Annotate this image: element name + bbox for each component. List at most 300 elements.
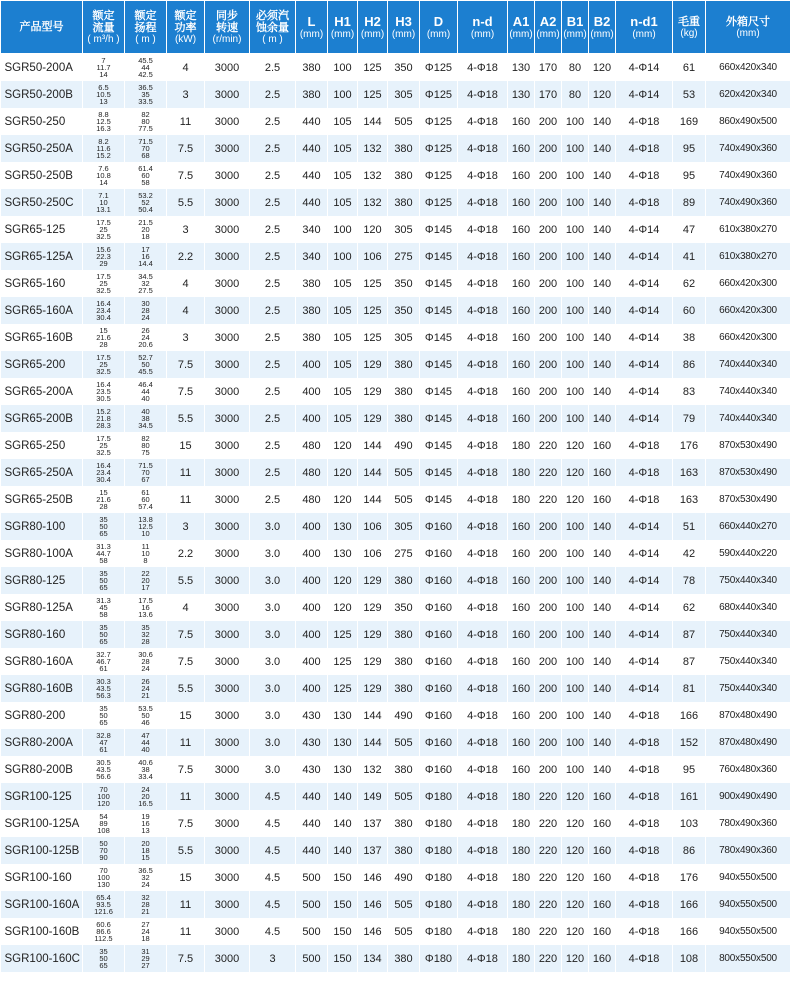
- table-cell: Φ160: [420, 621, 458, 648]
- table-cell: 3000: [205, 243, 250, 270]
- head-values: [125, 729, 167, 756]
- table-cell: 380: [296, 297, 328, 324]
- table-cell: 4-Φ18: [616, 891, 673, 918]
- stacked-value: 14: [99, 70, 108, 80]
- table-cell: 7.5: [167, 135, 205, 162]
- stacked-value: 65: [99, 637, 108, 647]
- stacked-value: 50: [99, 710, 108, 720]
- table-cell: 3000: [205, 837, 250, 864]
- table-cell: 160: [508, 243, 535, 270]
- table-cell: 62: [673, 594, 706, 621]
- stacked-value: 56.6: [96, 772, 111, 782]
- head-values: [125, 270, 167, 297]
- stacked-value: 25: [99, 278, 108, 288]
- table-cell: 4-Φ18: [616, 108, 673, 135]
- box-size-cell: 680x440x340: [706, 594, 790, 621]
- table-cell: 380: [388, 648, 420, 675]
- column-header-label: 必须汽 蚀余量: [256, 9, 289, 34]
- table-cell: 4-Φ18: [616, 702, 673, 729]
- stacked-value: 80: [141, 116, 150, 126]
- table-cell: 100: [562, 351, 589, 378]
- table-cell: 4-Φ18: [458, 108, 508, 135]
- table-cell: 430: [296, 729, 328, 756]
- stacked-value: 23.5: [96, 386, 111, 396]
- table-cell: 4-Φ18: [616, 459, 673, 486]
- table-cell: 220: [535, 486, 562, 513]
- table-cell: 62: [673, 270, 706, 297]
- table-cell: 125: [358, 324, 388, 351]
- box-size-cell: 900x490x490: [706, 783, 790, 810]
- table-cell: 105: [328, 324, 358, 351]
- table-cell: 4-Φ14: [616, 648, 673, 675]
- stacked-value: 18: [141, 934, 150, 944]
- table-cell: 2.5: [250, 162, 296, 189]
- table-row: [1, 108, 790, 135]
- table-row: [1, 486, 790, 513]
- table-cell: 2.5: [250, 378, 296, 405]
- stacked-value: 50.4: [138, 205, 153, 215]
- table-cell: 176: [673, 864, 706, 891]
- table-cell: 4-Φ18: [458, 378, 508, 405]
- table-cell: 200: [535, 189, 562, 216]
- head-values: [125, 756, 167, 783]
- table-cell: 80: [562, 81, 589, 108]
- stacked-value: 29: [141, 953, 150, 963]
- table-cell: Φ145: [420, 351, 458, 378]
- head-values: [125, 54, 167, 82]
- model-cell: SGR65-250: [1, 432, 83, 459]
- stacked-value: 43.5: [96, 683, 111, 693]
- stacked-value: 36.5: [138, 82, 153, 92]
- stacked-value: 18: [141, 845, 150, 855]
- table-cell: 100: [562, 135, 589, 162]
- table-cell: 170: [535, 81, 562, 108]
- stacked-value: 17.5: [138, 595, 153, 605]
- table-cell: 140: [589, 135, 616, 162]
- table-cell: 130: [328, 702, 358, 729]
- table-cell: 380: [296, 324, 328, 351]
- box-size-cell: 660x420x300: [706, 297, 790, 324]
- table-cell: 4-Φ14: [616, 405, 673, 432]
- stacked-value: 24: [141, 664, 150, 674]
- table-cell: 120: [328, 486, 358, 513]
- model-cell: SGR50-200B: [1, 81, 83, 108]
- table-cell: 7.5: [167, 810, 205, 837]
- table-cell: Φ160: [420, 729, 458, 756]
- stacked-value: 31: [141, 946, 150, 956]
- table-cell: 103: [673, 810, 706, 837]
- stacked-value: 28: [141, 656, 150, 666]
- table-cell: 4-Φ18: [458, 594, 508, 621]
- table-cell: 83: [673, 378, 706, 405]
- column-header-unit: (kg): [680, 27, 698, 39]
- flow-values: [83, 783, 125, 810]
- flow-values: [83, 54, 125, 82]
- table-cell: 11: [167, 459, 205, 486]
- table-cell: 180: [508, 459, 535, 486]
- table-cell: 4-Φ18: [458, 648, 508, 675]
- table-cell: 3000: [205, 540, 250, 567]
- table-cell: 150: [328, 891, 358, 918]
- table-cell: 180: [508, 486, 535, 513]
- flow-values: [83, 567, 125, 594]
- stacked-value: 16: [141, 818, 150, 828]
- table-cell: 15: [167, 702, 205, 729]
- flow-values: [83, 837, 125, 864]
- table-cell: 105: [328, 378, 358, 405]
- table-cell: Φ145: [420, 216, 458, 243]
- table-cell: 95: [673, 756, 706, 783]
- table-row: [1, 567, 790, 594]
- table-cell: 100: [562, 108, 589, 135]
- table-cell: 2.5: [250, 216, 296, 243]
- stacked-value: 57.4: [138, 502, 153, 512]
- table-cell: 144: [358, 729, 388, 756]
- table-cell: 3000: [205, 162, 250, 189]
- stacked-value: 50: [99, 629, 108, 639]
- box-size-cell: 760x480x360: [706, 756, 790, 783]
- table-cell: 78: [673, 567, 706, 594]
- table-cell: 4.5: [250, 837, 296, 864]
- table-cell: 220: [535, 864, 562, 891]
- stacked-value: 16.5: [138, 799, 153, 809]
- table-cell: 220: [535, 459, 562, 486]
- stacked-value: 10: [141, 548, 150, 558]
- column-header-unit: ( m ): [262, 33, 283, 45]
- stacked-value: 15.6: [96, 244, 111, 254]
- table-cell: 7.5: [167, 945, 205, 972]
- stacked-value: 21: [141, 907, 150, 917]
- table-cell: 400: [296, 567, 328, 594]
- table-cell: 100: [562, 567, 589, 594]
- table-cell: 480: [296, 432, 328, 459]
- table-cell: 440: [296, 810, 328, 837]
- column-header: [205, 1, 250, 54]
- table-cell: 176: [673, 432, 706, 459]
- stacked-value: 58: [99, 556, 108, 566]
- table-cell: 500: [296, 891, 328, 918]
- model-cell: SGR80-125: [1, 567, 83, 594]
- stacked-value: 32.5: [96, 286, 111, 296]
- stacked-value: 89: [99, 818, 108, 828]
- table-cell: 200: [535, 621, 562, 648]
- stacked-value: 100: [97, 791, 110, 801]
- table-cell: 146: [358, 891, 388, 918]
- table-cell: 15: [167, 864, 205, 891]
- table-cell: 3000: [205, 675, 250, 702]
- stacked-value: 25: [99, 224, 108, 234]
- table-cell: 51: [673, 513, 706, 540]
- table-cell: 160: [508, 378, 535, 405]
- stacked-value: 90: [99, 853, 108, 863]
- table-cell: 100: [562, 594, 589, 621]
- flow-values: [83, 594, 125, 621]
- column-header: [358, 1, 388, 54]
- table-cell: 4: [167, 54, 205, 82]
- model-cell: SGR80-160A: [1, 648, 83, 675]
- model-cell: SGR65-125: [1, 216, 83, 243]
- table-cell: 3.0: [250, 513, 296, 540]
- table-cell: 140: [328, 810, 358, 837]
- table-cell: 3000: [205, 405, 250, 432]
- table-cell: 380: [388, 378, 420, 405]
- table-cell: 505: [388, 108, 420, 135]
- table-cell: 380: [388, 405, 420, 432]
- table-cell: 4-Φ18: [458, 405, 508, 432]
- model-cell: SGR65-200B: [1, 405, 83, 432]
- table-cell: 100: [562, 621, 589, 648]
- table-cell: 3.0: [250, 621, 296, 648]
- table-cell: Φ160: [420, 567, 458, 594]
- column-header-label: D: [433, 13, 444, 29]
- stacked-value: 36.5: [138, 865, 153, 875]
- stacked-value: 60.6: [96, 919, 111, 929]
- table-cell: 106: [358, 243, 388, 270]
- table-cell: 4-Φ18: [458, 702, 508, 729]
- table-cell: 120: [328, 459, 358, 486]
- table-cell: 160: [508, 648, 535, 675]
- table-cell: 220: [535, 918, 562, 945]
- table-cell: 4-Φ18: [616, 810, 673, 837]
- table-cell: 340: [296, 216, 328, 243]
- table-cell: 160: [508, 270, 535, 297]
- table-cell: 4.5: [250, 810, 296, 837]
- table-cell: 100: [562, 297, 589, 324]
- table-cell: 400: [296, 513, 328, 540]
- table-cell: Φ180: [420, 864, 458, 891]
- column-header-unit: (mm): [470, 28, 495, 40]
- table-cell: 4-Φ18: [458, 297, 508, 324]
- table-cell: 87: [673, 648, 706, 675]
- flow-values: [83, 621, 125, 648]
- box-size-cell: 660x420x340: [706, 54, 790, 82]
- table-cell: 137: [358, 810, 388, 837]
- table-cell: 4-Φ18: [458, 756, 508, 783]
- stacked-value: 35: [99, 703, 108, 713]
- stacked-value: 30.6: [138, 649, 153, 659]
- stacked-value: 25: [99, 440, 108, 450]
- stacked-value: 30.5: [96, 757, 111, 767]
- table-cell: 2.5: [250, 486, 296, 513]
- stacked-value: 130: [97, 880, 110, 890]
- table-cell: 2.2: [167, 243, 205, 270]
- stacked-value: 42.5: [138, 70, 153, 80]
- table-cell: 380: [388, 162, 420, 189]
- table-cell: 4: [167, 270, 205, 297]
- box-size-cell: 870x530x490: [706, 432, 790, 459]
- table-cell: 140: [328, 837, 358, 864]
- head-values: [125, 486, 167, 513]
- box-size-cell: 610x380x270: [706, 216, 790, 243]
- stacked-value: 12.5: [96, 116, 111, 126]
- table-cell: 144: [358, 486, 388, 513]
- table-cell: 200: [535, 594, 562, 621]
- head-values: [125, 216, 167, 243]
- table-cell: 120: [562, 432, 589, 459]
- table-cell: 2.5: [250, 189, 296, 216]
- stacked-value: 50: [141, 710, 150, 720]
- stacked-value: 61: [99, 745, 108, 755]
- table-cell: 100: [562, 702, 589, 729]
- table-cell: 220: [535, 837, 562, 864]
- stacked-value: 15.2: [96, 406, 111, 416]
- stacked-value: 32.7: [96, 649, 111, 659]
- table-cell: 3000: [205, 891, 250, 918]
- stacked-value: 10.8: [96, 170, 111, 180]
- table-cell: 140: [589, 351, 616, 378]
- column-header-unit: (kW): [174, 33, 197, 45]
- stacked-value: 28: [141, 899, 150, 909]
- table-cell: 220: [535, 432, 562, 459]
- head-values: [125, 810, 167, 837]
- box-size-cell: 860x490x500: [706, 108, 790, 135]
- table-cell: 500: [296, 945, 328, 972]
- table-cell: 160: [508, 405, 535, 432]
- column-header: [250, 1, 296, 54]
- stacked-value: 82: [141, 433, 150, 443]
- stacked-value: 21.6: [96, 332, 111, 342]
- table-cell: 100: [328, 243, 358, 270]
- table-cell: 11: [167, 486, 205, 513]
- column-header-label: n-d1: [630, 13, 658, 29]
- table-cell: 100: [562, 405, 589, 432]
- stacked-value: 32.8: [96, 730, 111, 740]
- stacked-value: 13: [141, 826, 150, 836]
- flow-values: [83, 189, 125, 216]
- flow-values: [83, 135, 125, 162]
- table-cell: 108: [673, 945, 706, 972]
- table-cell: 11: [167, 729, 205, 756]
- table-cell: Φ160: [420, 675, 458, 702]
- table-cell: 4-Φ18: [458, 162, 508, 189]
- table-row: [1, 351, 790, 378]
- table-cell: 11: [167, 891, 205, 918]
- stacked-value: 25: [99, 359, 108, 369]
- table-cell: 100: [328, 216, 358, 243]
- table-cell: 180: [508, 864, 535, 891]
- stacked-value: 44: [141, 62, 150, 72]
- table-cell: 3000: [205, 108, 250, 135]
- flow-values: [83, 486, 125, 513]
- stacked-value: 71.5: [138, 136, 153, 146]
- table-cell: 105: [328, 189, 358, 216]
- table-cell: 125: [358, 81, 388, 108]
- stacked-value: 32.5: [96, 448, 111, 458]
- column-header-label: 外箱尺寸: [726, 15, 770, 28]
- table-cell: Φ160: [420, 540, 458, 567]
- table-cell: 200: [535, 756, 562, 783]
- head-values: [125, 135, 167, 162]
- model-cell: SGR65-200A: [1, 378, 83, 405]
- stacked-value: 31.3: [96, 541, 111, 551]
- table-cell: 2.5: [250, 297, 296, 324]
- head-values: [125, 297, 167, 324]
- table-cell: 125: [358, 270, 388, 297]
- table-cell: 130: [328, 540, 358, 567]
- table-cell: 4-Φ18: [458, 729, 508, 756]
- table-cell: 80: [562, 54, 589, 82]
- model-cell: SGR50-200A: [1, 54, 83, 82]
- table-cell: 480: [296, 486, 328, 513]
- table-cell: 4: [167, 594, 205, 621]
- table-row: [1, 459, 790, 486]
- table-cell: 129: [358, 351, 388, 378]
- table-cell: 5.5: [167, 837, 205, 864]
- stacked-value: 60: [141, 494, 150, 504]
- table-cell: Φ145: [420, 405, 458, 432]
- stacked-value: 20: [141, 838, 150, 848]
- box-size-cell: 780x490x360: [706, 810, 790, 837]
- stacked-value: 7.6: [98, 163, 109, 173]
- table-cell: Φ125: [420, 81, 458, 108]
- table-row: [1, 243, 790, 270]
- flow-values: [83, 918, 125, 945]
- table-row: [1, 432, 790, 459]
- table-cell: 160: [508, 108, 535, 135]
- table-cell: 160: [508, 567, 535, 594]
- table-cell: 106: [358, 513, 388, 540]
- table-cell: Φ160: [420, 594, 458, 621]
- table-cell: 166: [673, 702, 706, 729]
- stacked-value: 24: [141, 332, 150, 342]
- table-cell: 61: [673, 54, 706, 82]
- stacked-value: 30.4: [96, 475, 111, 485]
- box-size-cell: 940x550x500: [706, 918, 790, 945]
- column-header-label: H3: [395, 13, 412, 29]
- table-cell: 180: [508, 918, 535, 945]
- table-cell: 3000: [205, 621, 250, 648]
- table-cell: 160: [508, 297, 535, 324]
- table-row: [1, 54, 790, 82]
- table-cell: Φ145: [420, 432, 458, 459]
- table-cell: 120: [562, 864, 589, 891]
- head-values: [125, 189, 167, 216]
- table-cell: 3: [167, 324, 205, 351]
- column-header: [458, 1, 508, 54]
- stacked-value: 20.6: [138, 340, 153, 350]
- table-cell: 505: [388, 783, 420, 810]
- stacked-value: 24: [141, 926, 150, 936]
- model-cell: SGR80-125A: [1, 594, 83, 621]
- table-cell: 144: [358, 702, 388, 729]
- table-cell: 4-Φ18: [458, 675, 508, 702]
- table-cell: 130: [328, 513, 358, 540]
- table-cell: 41: [673, 243, 706, 270]
- stacked-value: 16.3: [96, 124, 111, 134]
- table-cell: 380: [388, 756, 420, 783]
- table-row: [1, 648, 790, 675]
- table-cell: 480: [296, 459, 328, 486]
- table-cell: 305: [388, 324, 420, 351]
- table-cell: 144: [358, 459, 388, 486]
- column-header-unit: (mm): [736, 27, 760, 39]
- table-cell: 100: [562, 324, 589, 351]
- table-cell: 100: [562, 243, 589, 270]
- stacked-value: 46.7: [96, 656, 111, 666]
- model-cell: SGR80-200B: [1, 756, 83, 783]
- stacked-value: 120: [97, 799, 110, 809]
- table-row: [1, 594, 790, 621]
- stacked-value: 21.6: [96, 494, 111, 504]
- table-cell: 4-Φ18: [458, 270, 508, 297]
- head-values: [125, 594, 167, 621]
- table-row: [1, 702, 790, 729]
- table-cell: 7.5: [167, 351, 205, 378]
- stacked-value: 65: [99, 583, 108, 593]
- table-cell: 505: [388, 486, 420, 513]
- stacked-value: 21.5: [138, 217, 153, 227]
- stacked-value: 70: [99, 865, 108, 875]
